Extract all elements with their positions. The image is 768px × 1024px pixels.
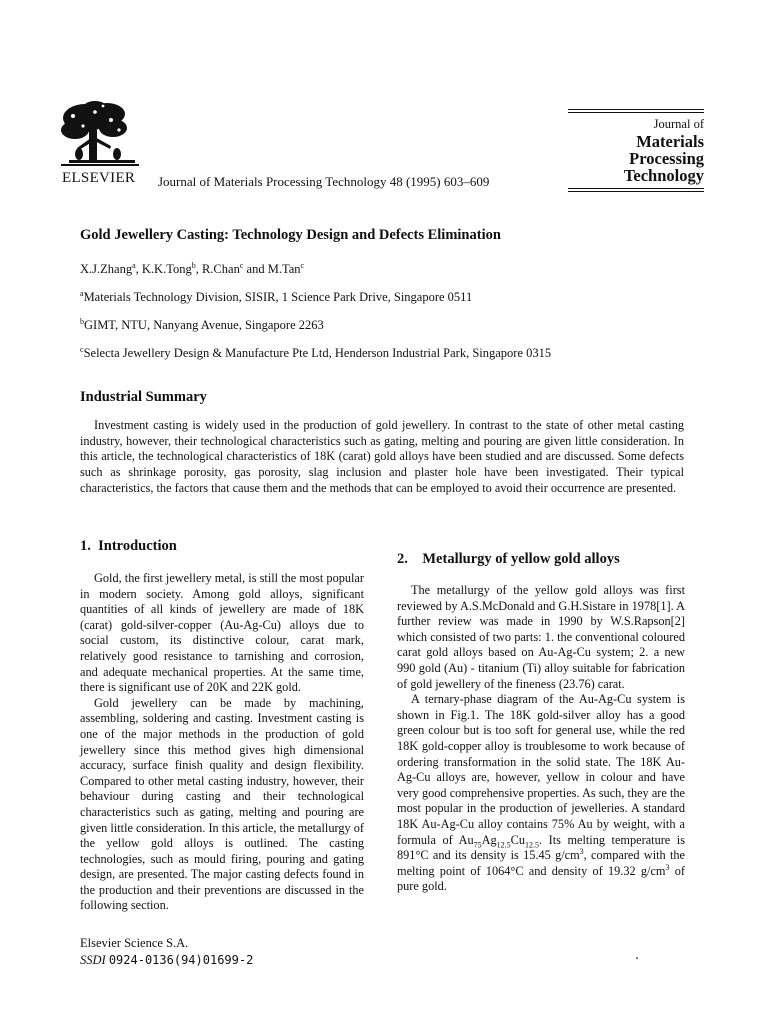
author-list	[80, 262, 304, 277]
metallurgy-paragraph-2	[397, 692, 685, 895]
elsevier-tree-logo	[55, 100, 145, 170]
metallurgy-text-a: A ternary-phase diagram of the Au-Ag-Cu system is shown in Fig.1. The 18K gold-silver alloy has a good green colour but is too soft for general use, while the red 18K gold-copper alloy is troublesome to work because of ordering transformation in the solid state. The 18K Au-Ag-Cu alloys are, however, yellow in colour and have very good comprehensive properties. As such, they are the most popular in the production of jewelleries. A standard 18K Au-Ag-Cu alloy contains 75% Au by weight, with a formula of	[397, 692, 685, 847]
affiliation-text: Selecta Jewellery Design & Manufacture Pte Ltd, Henderson Industrial Park, Singapore 0315	[83, 346, 552, 360]
unit-superscript: 3	[665, 862, 670, 872]
intro-heading	[80, 538, 177, 555]
metallurgy-text-c: , compared with the melting point of 1064°C and density of 19.32 g/cm	[397, 848, 685, 878]
section-title: Metallurgy of yellow gold alloys	[422, 551, 620, 567]
formula-subscript: 12.5	[496, 839, 511, 849]
unit-superscript: 3	[579, 847, 584, 856]
affiliation-mark: a	[80, 288, 84, 298]
section-title: Introduction	[98, 538, 177, 554]
masthead-rule-top	[568, 109, 704, 110]
affiliation-a	[80, 290, 472, 305]
alloy-formula	[459, 833, 539, 847]
author-name: M.Tan	[267, 262, 301, 276]
author-separator: and	[243, 262, 268, 276]
footer-ssdi	[80, 952, 253, 969]
scan-speck	[636, 957, 638, 959]
formula-element: Cu	[510, 832, 525, 847]
formula-subscript: 75	[473, 839, 482, 849]
author-mark: c	[239, 260, 244, 270]
intro-paragraph-1: Gold, the first jewellery metal, is still the most popular in modern society. Among gold alloys, significant quantities of all kinds of jewellery are made of 18K (carat) gold-silver-copper (Au-Ag-Cu) alloys due to social custom, its distinctive colour, carat mark, relatively good resistance to tarnishing and corrosion, and adequate mechanical properties. At the same time, there is significant use of 20K and 22K gold.	[80, 571, 364, 695]
author-separator: ,	[135, 262, 142, 276]
section-number: 2.	[397, 551, 408, 567]
journal-name-line1: Materials	[636, 131, 704, 151]
intro-paragraph-2: Gold jewellery can be made by machining, assembling, soldering and casting. Investment casting is one of the major methods in the production of gold jewellery since this method gives high dimensional accuracy, surface finish quality and design flexibility. Compared to other metal casting industry, however, their behaviour during casting and their technological characteristics such as gating, melting and pouring are given little consideration. In this article, the metallurgy of the yellow gold alloys is outlined. The casting technologies, such as mould firing, pouring and gating design, are presented. The major casting defects found in the production and their preventions are discussed in the following section.	[80, 695, 364, 913]
affiliation-mark: b	[80, 316, 84, 326]
summary-text: Investment casting is widely used in the production of gold jewellery. In contrast to the state of other metal casting industry, however, their technological characteristics such as gating, melting and pouring are given little consideration. In this article, the technological characteristics of 18K (carat) gold alloys have been studied and are discussed. Some defects such as shrinkage porosity, gas porosity, slag inclusion and plaster hole have been investigated. Their typical characteristics, the factors that cause them and the methods that can be employed to avoid their occurrence are presented.	[80, 418, 684, 495]
metallurgy-body	[397, 583, 685, 895]
masthead-rule-bottom	[568, 188, 704, 189]
formula-subscript: 12.5	[525, 839, 539, 849]
affiliation-text: Materials Technology Division, SISIR, 1 Science Park Drive, Singapore 0511	[83, 290, 473, 304]
author-mark: b	[191, 260, 196, 270]
metallurgy-text-b: . Its melting temperature is 891°C and its density is 15.45 g/cm	[397, 832, 686, 863]
formula-element: Au	[458, 832, 474, 847]
metallurgy-text-d: of pure gold.	[397, 863, 685, 894]
author-mark: c	[300, 260, 305, 270]
masthead-rule-bottom-2	[568, 191, 704, 192]
journal-of-label: Journal of	[653, 117, 704, 131]
intro-body	[80, 571, 364, 914]
ssdi-label: SSDI	[80, 953, 106, 967]
metallurgy-heading	[397, 551, 620, 568]
ssdi-number: 0924-0136(94)01699-2	[108, 953, 254, 967]
journal-name-line2: Processing	[629, 148, 704, 168]
journal-citation: Journal of Materials Processing Technology 48 (1995) 603–609	[158, 174, 490, 189]
author-name: X.J.Zhang	[80, 262, 133, 276]
affiliation-mark: c	[80, 344, 84, 354]
formula-element: Ag	[481, 832, 497, 847]
journal-masthead	[568, 107, 704, 194]
masthead-rule-top-2	[568, 112, 704, 113]
affiliation-c	[80, 346, 551, 361]
affiliation-b	[80, 318, 324, 333]
author-mark: a	[132, 260, 136, 270]
author-name: K.K.Tong	[141, 262, 192, 276]
page-footer	[80, 935, 253, 969]
article-title: Gold Jewellery Casting: Technology Design and Defects Elimination	[80, 227, 501, 243]
footer-publisher: Elsevier Science S.A.	[80, 936, 189, 950]
publisher-name: ELSEVIER	[62, 170, 136, 186]
affiliation-text: GIMT, NTU, Nanyang Avenue, Singapore 2263	[84, 318, 324, 332]
summary-heading: Industrial Summary	[80, 389, 207, 405]
author-name: R.Chan	[201, 262, 240, 276]
metallurgy-paragraph-1: The metallurgy of the yellow gold alloys was first reviewed by A.S.McDonald and G.H.Sistare in 1978[1]. A further review was made in 1990 by W.S.Rapson[2] which consisted of two parts: 1. the conventional coloured carat gold alloys based on Au-Ag-Cu system; 2. a new 990 gold (Au) - titanium (Ti) alloy suitable for fabrication of gold jewellery of the fineness (23.76) carat.	[397, 583, 685, 691]
author-separator: ,	[195, 262, 202, 276]
journal-name-line3: Technology	[623, 165, 704, 185]
section-number: 1.	[80, 538, 91, 554]
